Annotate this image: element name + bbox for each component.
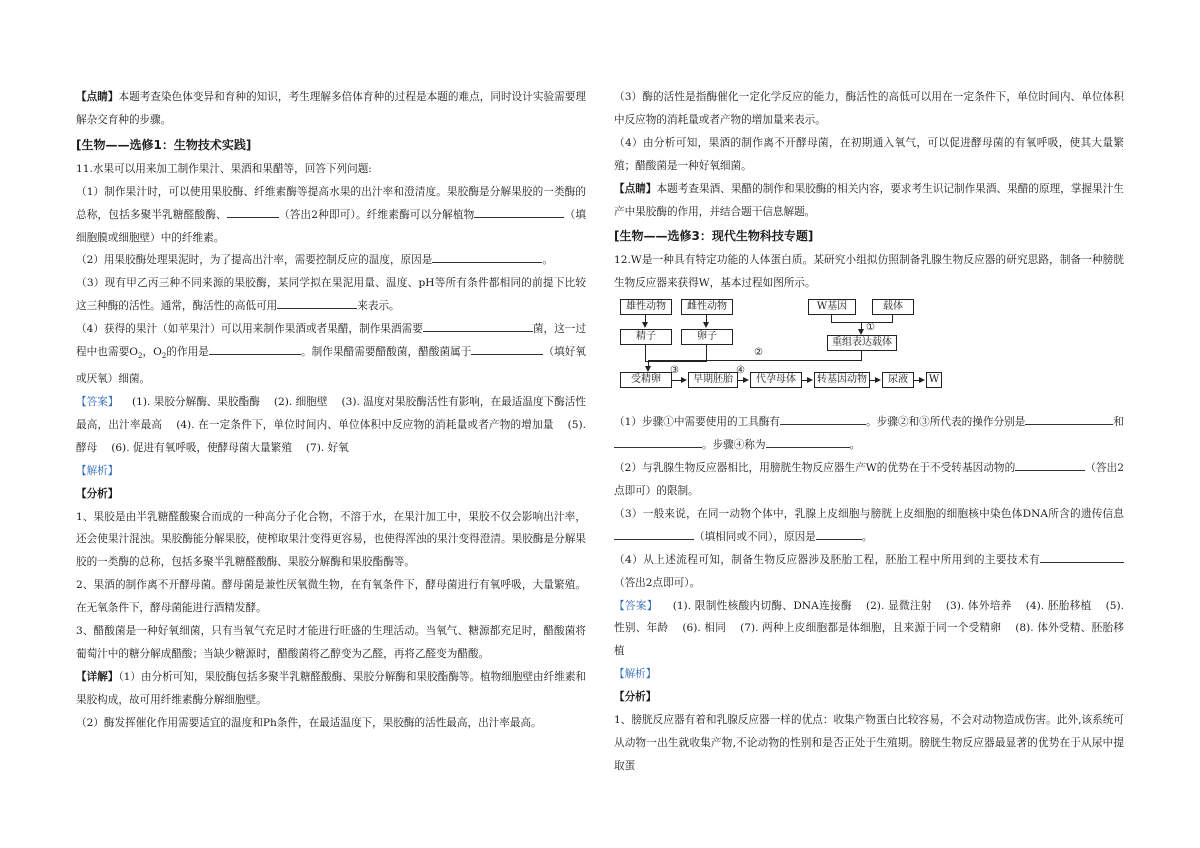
answer-item: (5). 性别、年龄 [614, 599, 1124, 635]
q12-4-text-a: （4）从上述流程可知，制备生物反应器涉及胚胎工程，胚胎工程中所用到的主要技术有 [614, 553, 1040, 566]
fenxi-label: 【分析】 [614, 691, 657, 704]
answer-paragraph [76, 391, 586, 460]
answer-blank [209, 342, 301, 355]
fenxi-paragraph: 2、果酒的制作离不开酵母菌。酵母菌是兼性厌氧微生物，在有氧条件下，酵母菌进行有氧呼吸，大量繁殖。在无氧条件下，酵母菌能进行酒精发酵。 [76, 579, 586, 615]
answer-item: (8). 体外受精、胚胎移植 [614, 622, 1124, 658]
box-w-protein: W [926, 372, 942, 388]
answer-label: 【答案】 [614, 599, 658, 612]
step-1-marker: ① [866, 322, 875, 334]
answer-item: (1). 限制性核酸内切酶、DNA连接酶 [672, 599, 852, 612]
right-column [614, 86, 1124, 778]
q11-1-text-b: （答出2种即可）。纤维素酶可以分解植物 [278, 208, 475, 221]
section-title-elective-3: [生物——选修3：现代生物科技专题] [614, 229, 814, 244]
subscript: 2 [137, 352, 143, 361]
q11-2-text-b: 。 [542, 254, 553, 267]
answer-blank [277, 296, 357, 309]
xiangjie-paragraph: （2）酶发挥催化作用需要适宜的温度和Ph条件，在最适温度下，果胶酶的活性最高，出汁率最高。 [76, 716, 542, 729]
answer-blank [432, 250, 542, 263]
answer-item: (5). 酵母 [76, 418, 586, 454]
q12-2-text-b: （答出2点即可）的限制。 [614, 462, 1124, 497]
answer-blank [1040, 550, 1124, 563]
answer-paragraph [614, 595, 1124, 664]
box-egg: 卵子 [681, 329, 733, 345]
fenxi-paragraph: 1、果胶是由半乳糖醛酸聚合而成的一种高分子化合物，不溶于水，在果汁加工中，果胶不仅会影响出汁率，还会使果汁混浊。果胶酶能分解果胶，使榨取果汁变得更容易，也使得浑浊的果汁变得澄清。果胶酶是分解果胶的一类酶的总称，包括多聚半乳糖醛酸酶、果胶分解酶和果胶酯酶等。 [76, 510, 586, 569]
arrow [642, 322, 648, 328]
q11-3-text-a: （3）现有甲乙丙三种不同来源的果胶酶，某同学拟在果泥用量、温度、pH等所有条件都相同的前提下比较这三种酶的活性。通常，酶活性的高低可用 [76, 277, 586, 313]
answer-item: (3). 温度对果胶酶活性有影响，在最适温度下酶活性最高，出汁率最高 [76, 395, 586, 431]
answer-item: (7). 好氧 [305, 441, 349, 454]
q11-4-text-d: ，O [142, 346, 162, 359]
question-12-part-4 [614, 549, 1124, 595]
section-title-elective-1: [生物——选修1：生物技术实践] [76, 137, 252, 152]
box-fertilized-egg: 受精卵 [620, 372, 672, 388]
xiangjie-paragraph: （4）由分析可知，果酒的制作离不开酵母菌，在初期通入氧气，可以促进酵母菌的有氧呼吸，使其大量繁殖；醋酸菌是一种好氧细菌。 [614, 136, 1124, 172]
connector [861, 350, 862, 360]
connector [645, 361, 707, 362]
q12-1-text-a: （1）步骤①中需要使用的工具酶有 [614, 416, 781, 429]
subscript: 2 [161, 352, 167, 361]
q12-2-text-a: （2）与乳腺生物反应器相比，用膀胱生物反应器生产W的优势在于不受转基因动物的 [614, 462, 1016, 475]
answer-item: (6). 相同 [682, 622, 727, 635]
answer-blank [614, 435, 702, 448]
arrow [743, 377, 749, 383]
dianjing-paragraph [614, 178, 1124, 224]
step-3-marker: ③ [670, 365, 679, 377]
connector [648, 360, 862, 361]
box-vector: 载体 [872, 299, 914, 315]
answer-blank [474, 205, 564, 218]
jiexi-label: 【解析】 [614, 668, 657, 681]
q11-1-text-c: （填细胞膜或细胞壁）中的纤维素。 [76, 208, 587, 244]
question-12-intro: 12.W是一种具有特定功能的人体蛋白质。某研究小组拟仿照制备乳腺生物反应器的研究思路，制备一种膀胱生物反应器来获得W，基本过程如图所示。 [614, 254, 1124, 290]
step-2-marker: ② [754, 347, 763, 359]
box-male-animal: 雄性动物 [620, 299, 672, 315]
dianjing-label: 【点睛】 [614, 182, 657, 195]
dianjing-text: 本题考查染色体变异和育种的知识，考生理解多倍体育种的过程是本题的难点，同时设计实验需要理解杂交育种的步骤。 [76, 91, 587, 126]
q11-4-text-f: 的作用是 [166, 346, 209, 359]
answer-blank [816, 527, 862, 540]
q12-3-text-b: （填相同或不同），原因是 [694, 530, 816, 543]
arrow [681, 377, 687, 383]
answer-item: (7). 两种上皮细胞都是体细胞，且来源于同一个受精卵 [740, 622, 1002, 635]
fenxi-paragraph: 3、醋酸菌是一种好氧细菌，只有当氧气充足时才能进行旺盛的生理活动。当氧气、糖源都充足时，醋酸菌将葡萄汁中的糖分解成醋酸；当缺少糖源时，醋酸菌将乙醇变为乙醛，再将乙醛变为醋酸。 [76, 625, 586, 660]
answer-blank [1015, 458, 1085, 471]
box-urine: 尿液 [882, 372, 914, 388]
question-12-part-1 [614, 411, 1124, 457]
dianjing-text: 本题考查果酒、果醋的制作和果胶酶的相关内容，要求考生识记制作果酒、果醋的原理，掌握果汁生产中果胶酶的作用，并结合题干信息解题。 [614, 182, 1125, 218]
connector [831, 314, 832, 322]
question-11-part-2 [76, 249, 586, 272]
xiangjie-text: （1）由分析可知，果胶酶包括多聚半乳糖醛酸酶、果胶分解酶和果胶酯酶等。植物细胞壁由纤维素和果胶构成，故可用纤维素酶分解细胞壁。 [76, 670, 587, 706]
answer-item: (4). 胚胎移植 [1025, 599, 1092, 612]
dianjing-paragraph [76, 86, 586, 132]
q12-1-text-e: 。 [849, 439, 861, 452]
q11-4-text-h: （填好氧或厌氧）细菌。 [76, 346, 587, 386]
q12-4-text-b: （答出2点即可）。 [614, 576, 701, 589]
question-12-part-2 [614, 457, 1124, 503]
arrow [703, 322, 709, 328]
question-11-intro: 11.水果可以用来加工制作果汁、果酒和果醋等，回答下列问题: [76, 162, 372, 175]
q12-1-text-d: 。步骤④称为 [702, 439, 766, 452]
question-11-part-3 [76, 272, 586, 318]
connector [892, 314, 893, 322]
jiexi-label: 【解析】 [76, 464, 119, 477]
box-female-animal: 雌性动物 [681, 299, 733, 315]
q11-4-text-a: （4）获得的果汁（如苹果汁）可以用来制作果酒或者果醋，制作果酒需要 [76, 323, 423, 336]
arrow [807, 377, 813, 383]
answer-blank [471, 342, 543, 355]
answer-item: (3). 体外培养 [945, 599, 1012, 612]
answer-item: (1). 果胶分解酶、果胶酯酶 [132, 395, 260, 408]
box-w-gene: W基因 [808, 299, 856, 315]
arrow [875, 377, 881, 383]
xiangjie-paragraph [76, 666, 586, 712]
answer-blank [423, 319, 533, 332]
answer-blank [614, 527, 694, 540]
left-column [76, 86, 586, 735]
answer-label: 【答案】 [76, 395, 119, 408]
arrow [919, 377, 925, 383]
answer-blank [1025, 412, 1113, 425]
q12-3-text-a: （3）一般来说，在同一动物个体中，乳腺上皮细胞与膀胱上皮细胞的细胞核中染色体DNA所含的遗传信息 [614, 507, 1124, 520]
answer-item: (4). 在一定条件下，单位时间内、单位体积中反应物的消耗量或者产物的增加量 [176, 418, 554, 431]
answer-item: (6). 促进有氧呼吸，使酵母菌大量繁殖 [111, 441, 292, 454]
step-4-marker: ④ [736, 365, 745, 377]
answer-blank [227, 205, 279, 218]
q11-3-text-b: 来表示。 [357, 300, 400, 313]
q11-4-text-g: 。制作果醋需要醋酸菌，醋酸菌属于 [300, 346, 472, 359]
question-11-part-1 [76, 181, 586, 250]
answer-blank [766, 435, 850, 448]
q11-2-text-a: （2）用果胶酶处理果泥时，为了提高出汁率，需要控制反应的温度，原因是 [76, 254, 433, 267]
xiangjie-label: 【详解】 [76, 670, 119, 683]
xiangjie-paragraph: （3）酶的活性是指酶催化一定化学反应的能力，酶活性的高低可以用在一定条件下，单位时间内、单位体积中反应物的消耗量或者产物的增加量来表示。 [614, 91, 1124, 126]
answer-item: (2). 细胞壁 [273, 395, 328, 408]
question-12-part-3 [614, 503, 1124, 549]
q12-3-text-c: 。 [861, 530, 873, 543]
fenxi-label: 【分析】 [76, 487, 119, 500]
fenxi-paragraph: 1、膀胱反应器有着和乳腺反应器一样的优点：收集产物蛋白比较容易，不会对动物造成伤害。此外,该系统可从动物一出生就收集产物,不论动物的性别和是否正处于生殖期。膀胱生物反应器最显著的优势在于从尿中提取蛋 [614, 714, 1124, 772]
box-surrogate-mother: 代孕母体 [750, 372, 802, 388]
box-transgenic-animal: 转基因动物 [814, 372, 870, 388]
q12-1-text-b: 。步骤②和③所代表的操作分别是 [866, 416, 1026, 429]
connector [831, 322, 893, 323]
connector [645, 344, 646, 362]
box-early-embryo: 早期胚胎 [688, 372, 738, 388]
q11-1-text-a: （1）制作果汁时，可以使用果胶酶、纤维素酶等提高水果的出汁率和澄清度。果胶酶是分解果胶的一类酶的总称，包括多聚半乳糖醛酸酶、 [76, 185, 586, 221]
box-recombinant-vector: 重组表达载体 [827, 335, 897, 351]
dianjing-label: 【点睛】 [76, 91, 119, 103]
process-flow-diagram [614, 297, 1124, 407]
answer-item: (2). 显微注射 [865, 599, 932, 612]
answer-blank [780, 412, 866, 425]
q11-4-text-b: 菌，这一过程中也需要O [76, 323, 586, 359]
q12-1-text-c: 和 [1113, 416, 1125, 429]
question-11-part-4 [76, 318, 586, 391]
box-sperm: 精子 [620, 329, 672, 345]
